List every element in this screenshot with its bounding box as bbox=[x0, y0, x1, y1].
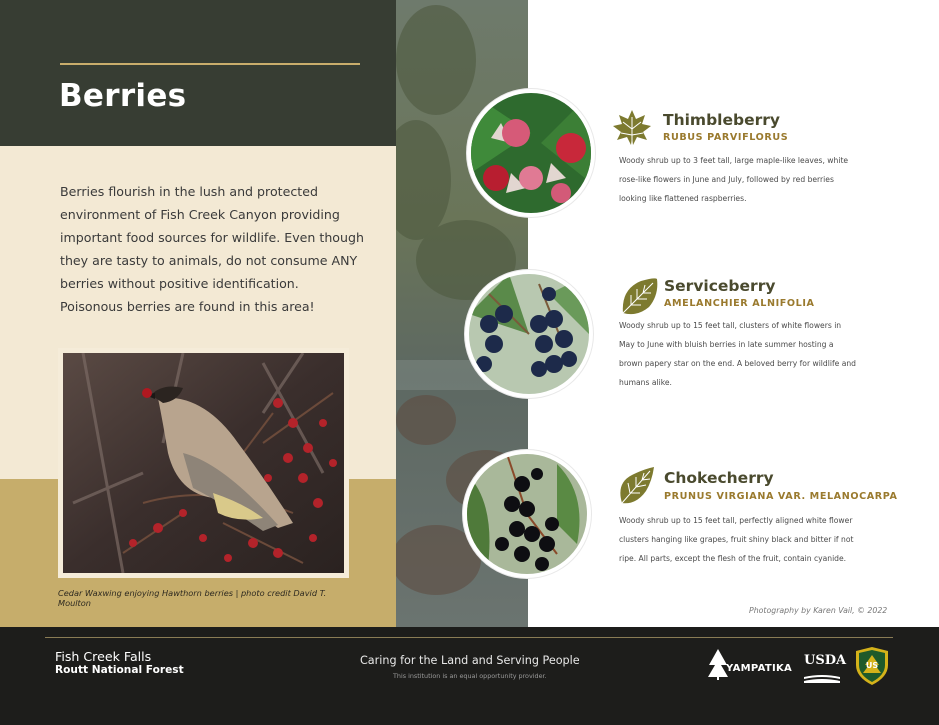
forest-service-badge-text: US bbox=[865, 661, 879, 670]
usda-landscape-icon bbox=[804, 673, 840, 683]
chokecherry-photo bbox=[463, 450, 591, 578]
title-panel bbox=[0, 0, 396, 146]
photography-credit: Photography by Karen Vail, © 2022 bbox=[749, 606, 888, 615]
oval-leaf-icon bbox=[619, 275, 661, 317]
footer-divider bbox=[45, 637, 893, 638]
chokecherry-scientific-name: PRUNUS VIRGIANA VAR. MELANOCARPA bbox=[664, 491, 898, 502]
footer-forest-name: Routt National Forest bbox=[55, 664, 184, 676]
footer bbox=[0, 627, 939, 725]
footer-location: Fish Creek Falls bbox=[55, 649, 152, 664]
serviceberry-name: Serviceberry bbox=[664, 277, 776, 295]
equal-opportunity-notice: This institution is an equal opportunity provider. bbox=[393, 672, 547, 680]
serviceberry-scientific-name: AMELANCHIER ALNIFOLIA bbox=[664, 298, 815, 309]
chokecherry-name: Chokecherry bbox=[664, 469, 774, 487]
footer-motto: Caring for the Land and Serving People bbox=[360, 654, 580, 667]
title-divider bbox=[60, 63, 360, 65]
chokecherry-description: Woody shrub up to 15 feet tall, perfectly aligned white flower clusters hanging like grapes, fruit shiny black and bitter if not ripe. All parts, except the flesh of the fruit, contain cyanide. bbox=[619, 516, 854, 563]
intro-text: Berries flourish in the lush and protected environment of Fish Creek Canyon providing important food sources for wildlife. Even though they are tasty to animals, do not consume ANY berries without positive identification. Poisonous berries are found in this area! bbox=[60, 184, 364, 314]
thimbleberry-photo-image bbox=[471, 93, 591, 213]
forest-service-badge bbox=[854, 647, 890, 685]
usda-logo bbox=[804, 653, 847, 687]
yampatika-logo: YAMPATIKA bbox=[726, 663, 793, 674]
serviceberry-photo bbox=[465, 270, 593, 398]
maple-leaf-icon bbox=[611, 107, 653, 149]
usda-logo-text: USDA bbox=[804, 653, 847, 668]
page-title: Berries bbox=[59, 78, 187, 114]
serviceberry-photo-image bbox=[469, 274, 589, 394]
thimbleberry-scientific-name: RUBUS PARVIFLORUS bbox=[663, 132, 789, 143]
thimbleberry-photo bbox=[467, 89, 595, 217]
photo-caption: Cedar Waxwing enjoying Hawthorn berries | photo credit David T. Moulton bbox=[58, 588, 327, 608]
thimbleberry-description: Woody shrub up to 3 feet tall, large maple-like leaves, white rose-like flowers in June and July, followed by red berries looking like flattened raspberries. bbox=[619, 156, 849, 203]
chokecherry-photo-image bbox=[467, 454, 587, 574]
waxwing-photo bbox=[58, 348, 349, 578]
waxwing-photo-image bbox=[63, 353, 344, 573]
pointed-leaf-icon bbox=[616, 465, 658, 507]
thimbleberry-name: Thimbleberry bbox=[663, 111, 780, 129]
serviceberry-description: Woody shrub up to 15 feet tall, clusters of white flowers in May to June with bluish berries in late summer hosting a brown papery star on the end. A beloved berry for wildlife and humans alike. bbox=[619, 321, 856, 387]
